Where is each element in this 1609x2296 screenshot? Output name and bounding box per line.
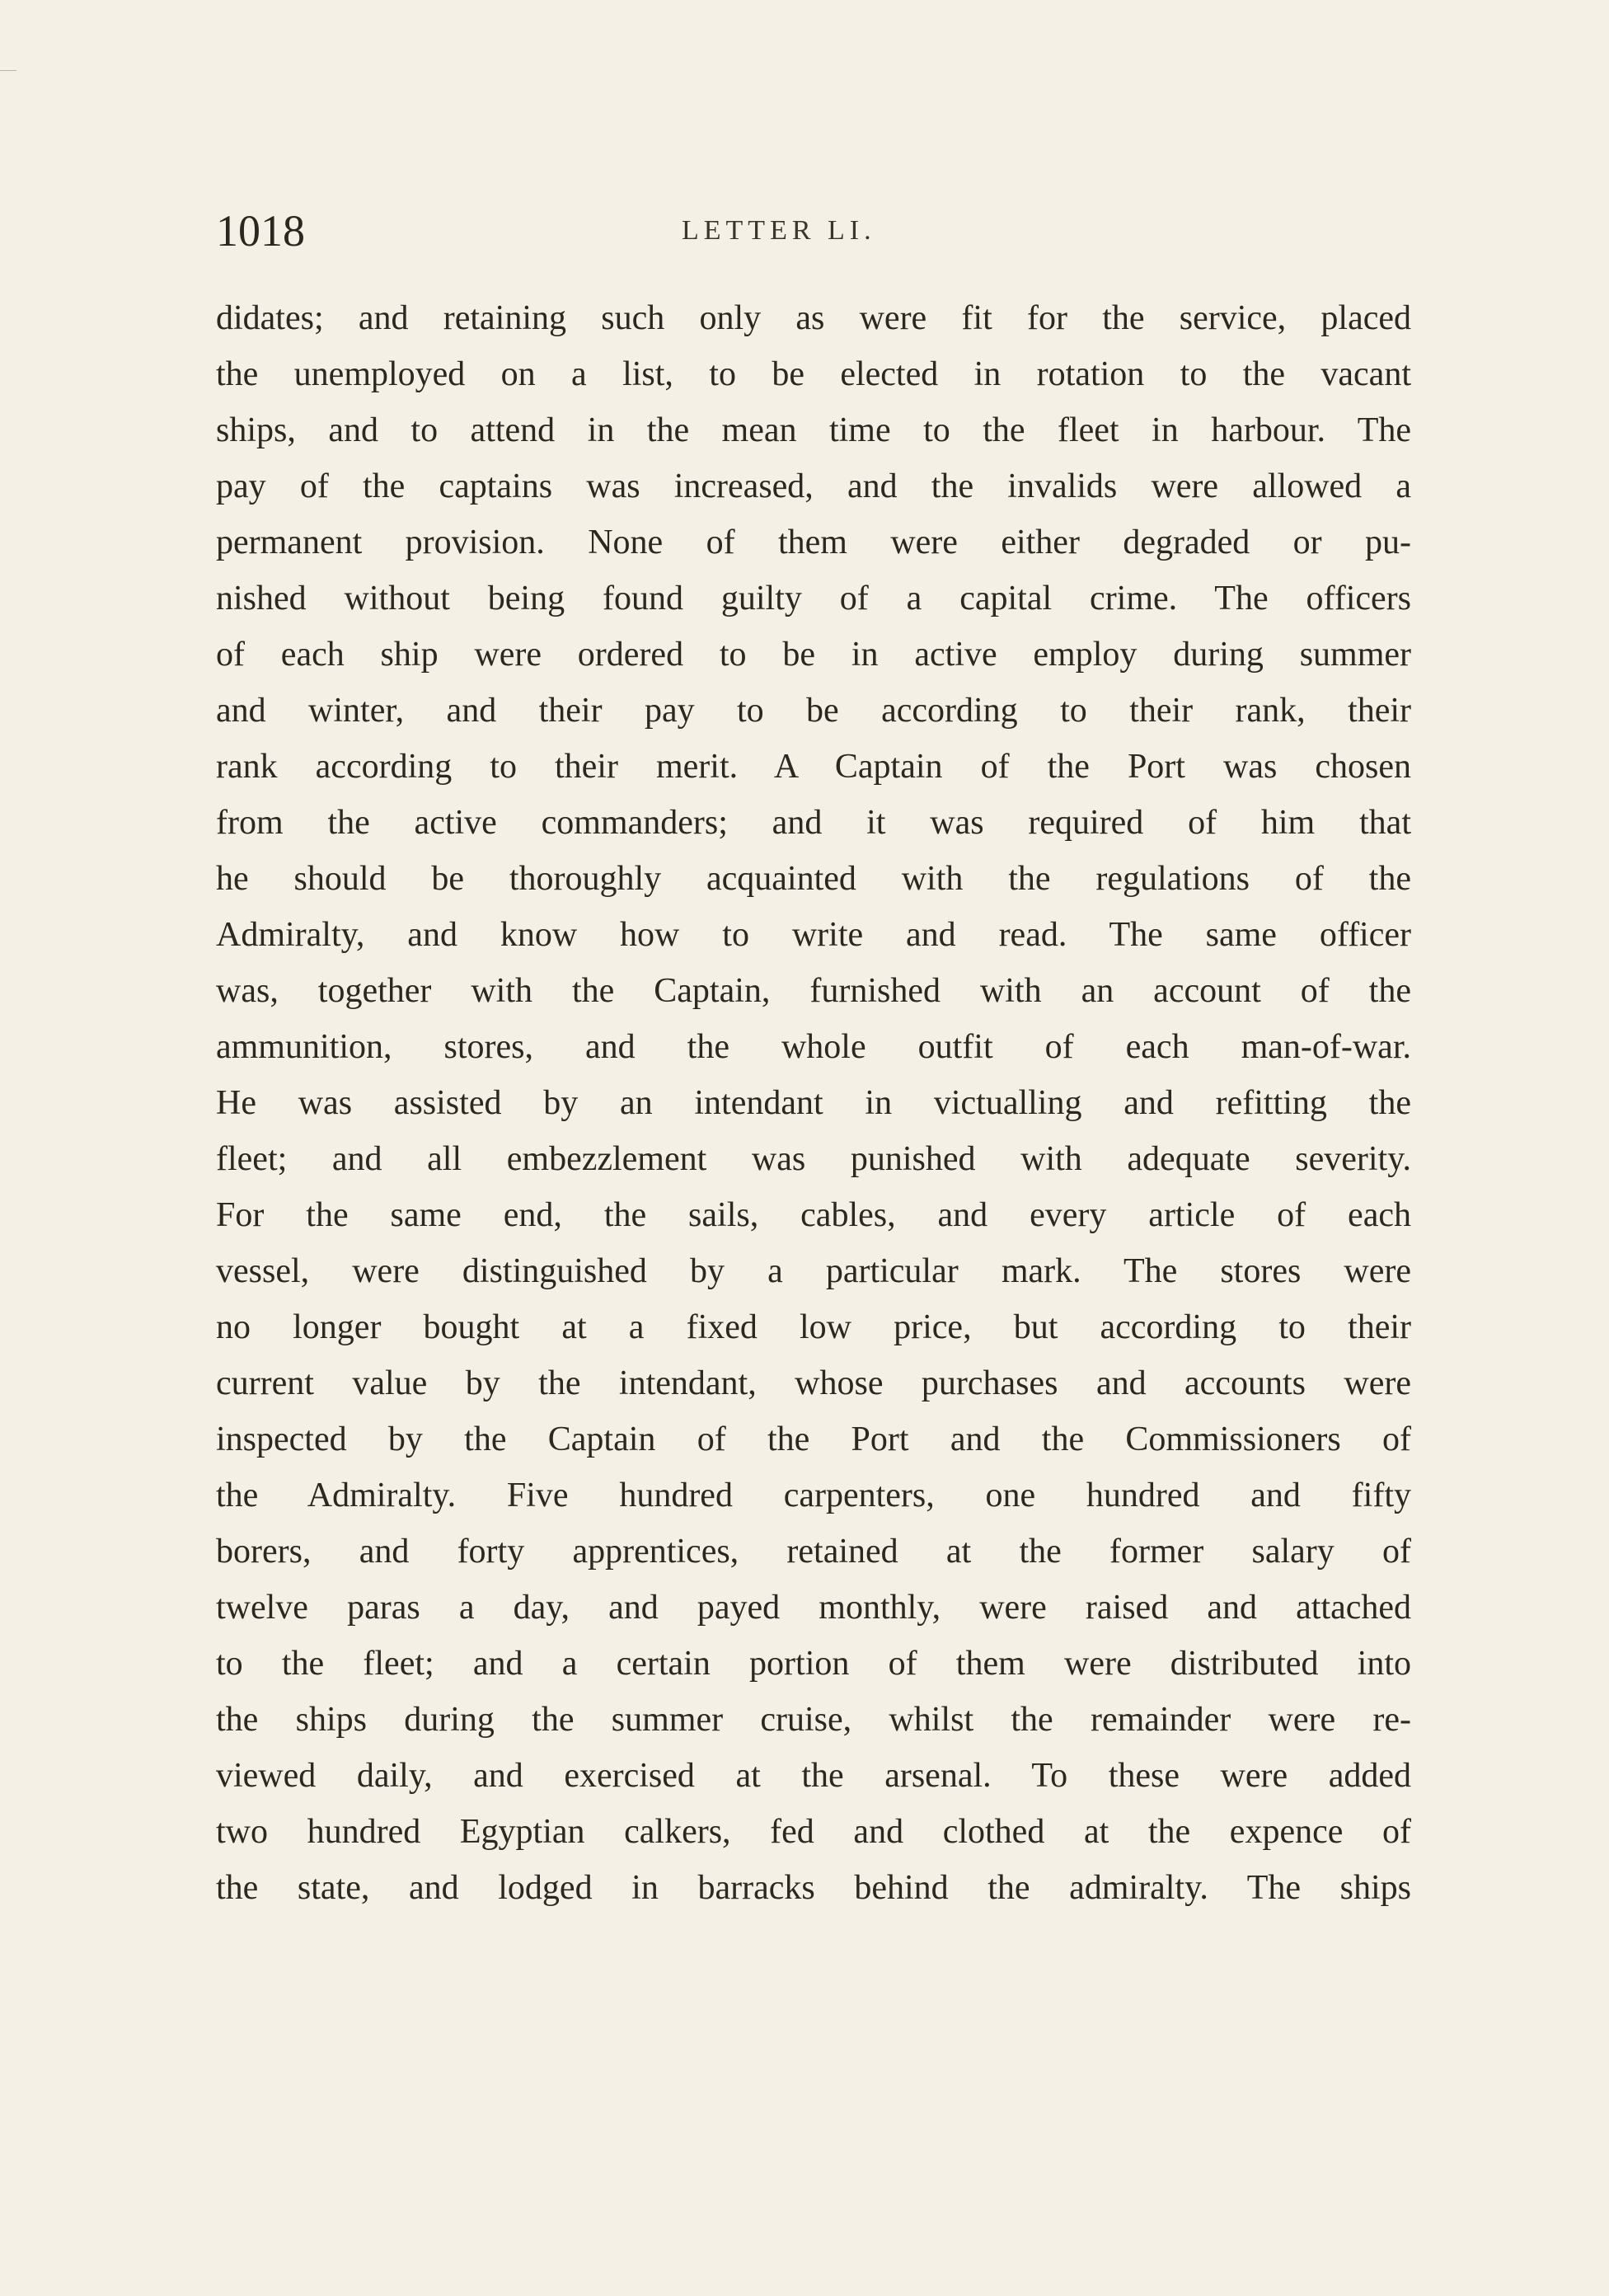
text-line: nished without being found guilty of a capital crime. The officers	[216, 580, 1411, 617]
text-line: fleet; and all embezzlement was punished with adequate severity.	[216, 1140, 1411, 1178]
text-line: from the active commanders; and it was required of him that	[216, 804, 1411, 842]
text-line: For the same end, the sails, cables, and every article of each	[216, 1196, 1411, 1234]
text-line: permanent provision. None of them were either degraded or pu-	[216, 524, 1411, 561]
text-line: no longer bought at a fixed low price, but according to their	[216, 1308, 1411, 1346]
text-line: of each ship were ordered to be in active employ during summer	[216, 636, 1411, 674]
text-line: two hundred Egyptian calkers, fed and clothed at the expence of	[216, 1813, 1411, 1851]
text-line: Admiralty, and know how to write and read. The same officer	[216, 916, 1411, 954]
text-line: ships, and to attend in the mean time to the fleet in harbour. The	[216, 411, 1411, 449]
text-line: twelve paras a day, and payed monthly, were raised and attached	[216, 1589, 1411, 1627]
text-line: the ships during the summer cruise, whilst the remainder were re-	[216, 1701, 1411, 1739]
text-line: He was assisted by an intendant in victualling and refitting the	[216, 1084, 1411, 1122]
text-line: inspected by the Captain of the Port and the Commissioners of	[216, 1420, 1411, 1458]
text-line: to the fleet; and a certain portion of them were distributed into	[216, 1645, 1411, 1683]
text-line: borers, and forty apprentices, retained at the former salary of	[216, 1533, 1411, 1571]
text-line: was, together with the Captain, furnished with an account of the	[216, 972, 1411, 1010]
text-line: vessel, were distinguished by a particular mark. The stores were	[216, 1252, 1411, 1290]
running-title: LETTER LI.	[682, 215, 876, 246]
text-line: the unemployed on a list, to be elected in rotation to the vacant	[216, 355, 1411, 393]
text-line: ammunition, stores, and the whole outfit of each man-of-war.	[216, 1028, 1411, 1066]
text-line: pay of the captains was increased, and the invalids were allowed a	[216, 467, 1411, 505]
text-line: didates; and retaining such only as were fit for the service, placed	[216, 299, 1411, 337]
text-line: the Admiralty. Five hundred carpenters, one hundred and fifty	[216, 1477, 1411, 1514]
text-line: he should be thoroughly acquainted with the regulations of the	[216, 860, 1411, 898]
running-head	[216, 206, 1411, 256]
body-text	[216, 290, 1411, 1916]
page-number: 1018	[216, 206, 305, 256]
text-line: current value by the intendant, whose purchases and accounts were	[216, 1364, 1411, 1402]
text-line: viewed daily, and exercised at the arsenal. To these were added	[216, 1757, 1411, 1795]
margin-mark	[0, 70, 16, 71]
text-line: rank according to their merit. A Captain of the Port was chosen	[216, 748, 1411, 786]
text-line: and winter, and their pay to be according to their rank, their	[216, 692, 1411, 730]
text-line: the state, and lodged in barracks behind the admiralty. The ships	[216, 1869, 1411, 1907]
